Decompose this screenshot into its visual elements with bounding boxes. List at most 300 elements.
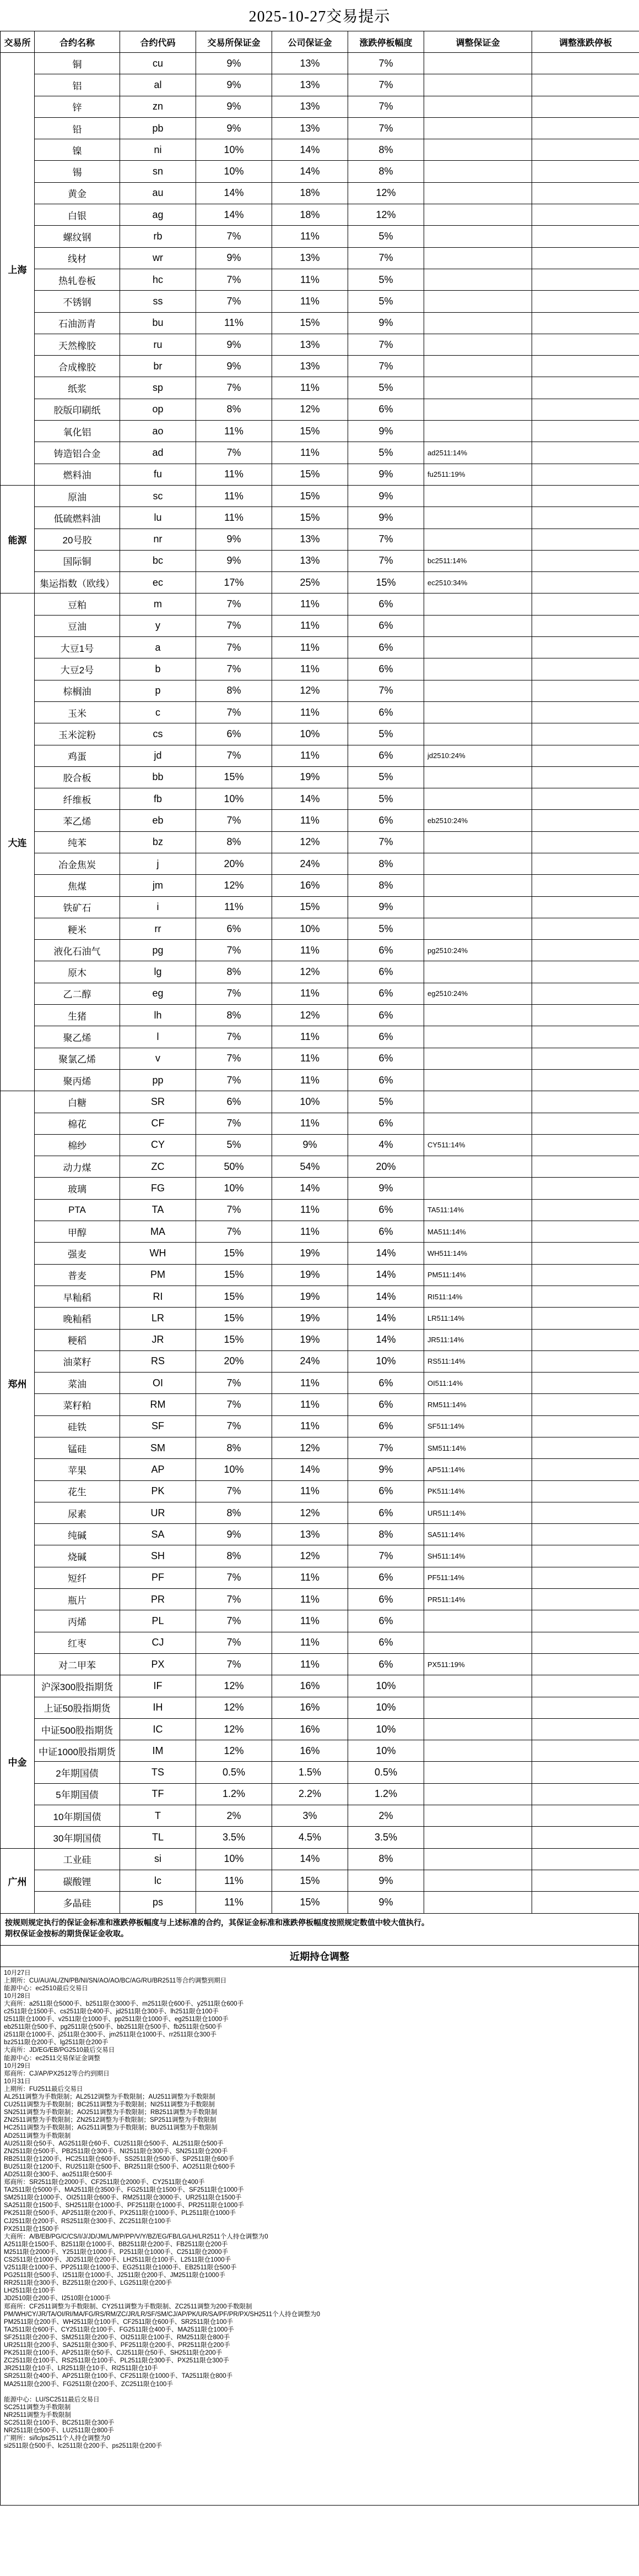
adjust-margin-cell <box>424 1827 532 1848</box>
contract-name-cell: PTA <box>35 1199 120 1221</box>
company-margin-cell: 16% <box>272 1740 348 1762</box>
exchange-margin-cell: 9% <box>196 356 272 377</box>
adjust-margin-cell <box>424 529 532 550</box>
table-row <box>1 464 639 485</box>
adjust-limit-cell <box>532 356 639 377</box>
table-row <box>1 377 639 399</box>
adjust-limit-cell <box>532 53 639 74</box>
adjust-margin-cell <box>424 896 532 918</box>
contract-name-cell: 短纤 <box>35 1567 120 1588</box>
adjust-line: SA2511限仓1500手、SH2511限仓1000手、PF2511限仓1000手、PR2511限仓1000手 <box>4 2202 244 2209</box>
exchange-margin-cell: 8% <box>196 1502 272 1523</box>
table-row <box>1 247 639 269</box>
table-row <box>1 1221 639 1243</box>
limit-cell: 6% <box>348 1373 424 1394</box>
exchange-margin-cell: 7% <box>196 701 272 723</box>
exchange-margin-cell: 7% <box>196 377 272 399</box>
table-row <box>1 1286 639 1307</box>
adjust-line: TA2511限仓5000手、MA2511限仓3500手、FG2511限仓1500手、SF2511限仓1000手 <box>4 2187 244 2194</box>
contract-code-cell: WH <box>120 1243 196 1264</box>
contract-name-cell: 胶版印刷纸 <box>35 399 120 420</box>
table-row <box>1 1502 639 1523</box>
limit-cell: 14% <box>348 1264 424 1286</box>
adjust-limit-cell <box>532 1329 639 1350</box>
limit-cell: 3.5% <box>348 1827 424 1848</box>
adjust-line: ZC2511限仓100手、RS2511限仓100手、PL2511限仓300手、PX2511限仓300手 <box>4 2357 229 2365</box>
contract-name-cell: 聚乙烯 <box>35 1026 120 1048</box>
contract-code-cell: T <box>120 1805 196 1827</box>
adjust-limit-cell <box>532 139 639 161</box>
contract-name-cell: 5年期国债 <box>35 1783 120 1805</box>
adjust-line: PX2511限仓1500手 <box>4 2225 59 2232</box>
adjust-margin-cell <box>424 269 532 290</box>
company-margin-cell: 11% <box>272 291 348 312</box>
adjust-margin-cell <box>424 1892 532 1913</box>
contract-name-cell: 国际铜 <box>35 550 120 571</box>
exchange-margin-cell: 7% <box>196 1113 272 1134</box>
limit-cell: 6% <box>348 1480 424 1502</box>
contract-name-cell: 铁矿石 <box>35 896 120 918</box>
exchange-margin-cell: 8% <box>196 831 272 853</box>
limit-cell: 7% <box>348 74 424 96</box>
adjust-line: RR2511限仓300手、BZ2511限仓200手、LG2511限仓200手 <box>4 2280 172 2287</box>
limit-cell: 9% <box>348 507 424 529</box>
adjust-line: LH2511限仓100手 <box>4 2288 56 2295</box>
company-margin-cell: 11% <box>272 1069 348 1091</box>
table-row <box>1 918 639 939</box>
contract-code-cell: br <box>120 356 196 377</box>
company-margin-cell: 13% <box>272 550 348 571</box>
table-row <box>1 1697 639 1718</box>
adjust-limit-cell <box>532 204 639 226</box>
adjust-line: CJ2511限仓200手、RS2511限仓300手、ZC2511限仓100手 <box>4 2218 171 2225</box>
contract-code-cell: SF <box>120 1415 196 1437</box>
adjust-margin-cell: ad2511:14% <box>424 442 532 464</box>
limit-cell: 7% <box>348 1437 424 1459</box>
adjust-limit-cell <box>532 334 639 355</box>
adjust-line: 能源中心：LU/SC2511最后交易日 <box>4 2396 100 2403</box>
contract-code-cell: sc <box>120 485 196 507</box>
contract-code-cell: cs <box>120 723 196 745</box>
company-margin-cell: 11% <box>272 442 348 464</box>
limit-cell: 6% <box>348 983 424 1004</box>
limit-cell: 9% <box>348 1459 424 1480</box>
exchange-margin-cell: 1.2% <box>196 1783 272 1805</box>
contract-code-cell: rb <box>120 226 196 247</box>
company-margin-cell: 14% <box>272 1848 348 1870</box>
contract-code-cell: ag <box>120 204 196 226</box>
table-row <box>1 226 639 247</box>
contract-name-cell: 线材 <box>35 247 120 269</box>
exchange-margin-cell: 11% <box>196 421 272 442</box>
contract-code-cell: v <box>120 1048 196 1069</box>
table-row <box>1 1308 639 1329</box>
contract-code-cell: ZC <box>120 1156 196 1178</box>
exchange-margin-cell: 15% <box>196 1264 272 1286</box>
contract-code-cell: lh <box>120 1005 196 1026</box>
table-row <box>1 875 639 896</box>
adjust-limit-cell <box>532 1069 639 1091</box>
contract-name-cell: 豆油 <box>35 615 120 636</box>
table-row <box>1 1091 639 1113</box>
contract-name-cell: 大豆1号 <box>35 637 120 658</box>
exchange-margin-cell: 7% <box>196 291 272 312</box>
exchange-margin-cell: 7% <box>196 1373 272 1394</box>
exchange-margin-cell: 9% <box>196 247 272 269</box>
company-margin-cell: 15% <box>272 312 348 334</box>
adjust-limit-cell <box>532 550 639 571</box>
adjust-margin-cell: PM511:14% <box>424 1264 532 1286</box>
limit-cell: 7% <box>348 550 424 571</box>
limit-cell: 9% <box>348 1870 424 1891</box>
exchange-margin-cell: 7% <box>196 1480 272 1502</box>
limit-cell: 8% <box>348 161 424 182</box>
exchange-margin-cell: 7% <box>196 226 272 247</box>
limit-cell: 6% <box>348 1048 424 1069</box>
adjust-line: JR2511限仓10手、LR2511限仓10手、RI2511限仓10手 <box>4 2365 158 2372</box>
limit-cell: 7% <box>348 96 424 117</box>
contract-code-cell: IF <box>120 1675 196 1697</box>
contract-code-cell: pb <box>120 117 196 139</box>
exchange-margin-cell: 7% <box>196 1610 272 1632</box>
adjust-margin-cell <box>424 1156 532 1178</box>
adjust-line: i2511限仓1000手、j2511限仓300手、jm2511限仓1000手、rr2511限仓300手 <box>4 2032 216 2039</box>
adjust-limit-cell <box>532 1091 639 1113</box>
company-margin-cell: 19% <box>272 1329 348 1350</box>
exchange-margin-cell: 7% <box>196 983 272 1004</box>
exchange-margin-cell: 7% <box>196 658 272 680</box>
company-margin-cell: 10% <box>272 723 348 745</box>
exchange-margin-cell: 2% <box>196 1805 272 1827</box>
adjust-line: ZN2511限仓500手、PB2511限仓300手、NI2511限仓300手、SN2511限仓200手 <box>4 2148 228 2155</box>
exchange-margin-cell: 7% <box>196 442 272 464</box>
limit-cell: 6% <box>348 1415 424 1437</box>
contract-code-cell: RI <box>120 1286 196 1307</box>
limit-cell: 6% <box>348 1199 424 1221</box>
exchange-margin-cell: 9% <box>196 334 272 355</box>
contract-name-cell: 中证500股指期货 <box>35 1718 120 1740</box>
contract-code-cell: i <box>120 896 196 918</box>
adjust-limit-cell <box>532 1264 639 1286</box>
contract-code-cell: SH <box>120 1545 196 1567</box>
company-margin-cell: 11% <box>272 593 348 615</box>
contract-code-cell: sp <box>120 377 196 399</box>
contract-code-cell: TF <box>120 1783 196 1805</box>
exchange-margin-cell: 7% <box>196 637 272 658</box>
limit-cell: 20% <box>348 1156 424 1178</box>
limit-cell: 8% <box>348 853 424 874</box>
exchange-margin-cell: 3.5% <box>196 1827 272 1848</box>
contract-code-cell: lc <box>120 1870 196 1891</box>
contract-name-cell: 白银 <box>35 204 120 226</box>
adjust-line: eb2511限仓500手、pg2511限仓500手、bb2511限仓500手、fb2511限仓500手 <box>4 2024 223 2031</box>
contract-code-cell: PF <box>120 1567 196 1588</box>
contract-name-cell: 原木 <box>35 961 120 983</box>
table-row <box>1 1567 639 1588</box>
adjust-limit-cell <box>532 269 639 290</box>
limit-cell: 6% <box>348 1113 424 1134</box>
company-margin-cell: 16% <box>272 1718 348 1740</box>
contract-code-cell: CJ <box>120 1632 196 1653</box>
adjust-line: SC2511调整为手数限制 <box>4 2404 71 2411</box>
adjust-margin-cell: eg2510:24% <box>424 983 532 1004</box>
exchange-margin-cell: 7% <box>196 1221 272 1243</box>
exchange-margin-cell: 15% <box>196 1286 272 1307</box>
adjust-limit-cell <box>532 1610 639 1632</box>
contract-name-cell: 豆粕 <box>35 593 120 615</box>
adjust-limit-cell <box>532 896 639 918</box>
adjust-margin-cell <box>424 680 532 701</box>
contract-code-cell: AP <box>120 1459 196 1480</box>
adjust-margin-cell: TA511:14% <box>424 1199 532 1221</box>
contract-code-cell: au <box>120 182 196 204</box>
exchange-margin-cell: 7% <box>196 1048 272 1069</box>
contract-code-cell: ss <box>120 291 196 312</box>
adjust-margin-cell <box>424 507 532 529</box>
adjust-line: 能源中心：ec2511交易保证金调整 <box>4 2055 100 2062</box>
table-row <box>1 117 639 139</box>
exchange-margin-cell: 15% <box>196 1308 272 1329</box>
contract-code-cell: wr <box>120 247 196 269</box>
limit-cell: 7% <box>348 117 424 139</box>
header-contract-code: 合约代码 <box>120 31 196 53</box>
adjust-limit-cell <box>532 507 639 529</box>
adjust-line: A2511限仓1500手、B2511限仓1000手、BB2511限仓200手、FB2511限仓200手 <box>4 2241 228 2248</box>
table-row <box>1 1827 639 1848</box>
adjust-margin-cell <box>424 53 532 74</box>
limit-cell: 7% <box>348 247 424 269</box>
company-margin-cell: 11% <box>272 637 348 658</box>
adjust-margin-cell: RI511:14% <box>424 1286 532 1307</box>
adjust-margin-cell: PK511:14% <box>424 1480 532 1502</box>
contract-name-cell: 硅铁 <box>35 1415 120 1437</box>
company-margin-cell: 9% <box>272 1134 348 1156</box>
adjust-margin-cell: LR511:14% <box>424 1308 532 1329</box>
contract-name-cell: 不锈钢 <box>35 291 120 312</box>
table-row <box>1 356 639 377</box>
contract-code-cell: IM <box>120 1740 196 1762</box>
exchange-margin-cell: 7% <box>196 593 272 615</box>
contract-name-cell: 锌 <box>35 96 120 117</box>
exchange-cell: 能源 <box>1 485 35 593</box>
adjust-line: M2511限仓2000手、Y2511限仓1000手、P2511限仓1000手、C2511限仓2000手 <box>4 2248 228 2256</box>
adjust-margin-cell: OI511:14% <box>424 1373 532 1394</box>
table-row <box>1 1178 639 1199</box>
adjust-limit-cell <box>532 1870 639 1891</box>
company-margin-cell: 12% <box>272 680 348 701</box>
adjust-line: 10月31日 <box>4 2078 31 2085</box>
adjust-line: BU2511限仓1200手、RU2511限仓500手、BR2511限仓500手、AO2511限仓600手 <box>4 2163 235 2170</box>
contract-code-cell: ru <box>120 334 196 355</box>
contract-name-cell: 白糖 <box>35 1091 120 1113</box>
company-margin-cell: 15% <box>272 896 348 918</box>
table-row <box>1 1243 639 1264</box>
adjust-limit-cell <box>532 1005 639 1026</box>
exchange-margin-cell: 10% <box>196 161 272 182</box>
adjust-limit-cell <box>532 940 639 961</box>
company-margin-cell: 11% <box>272 1632 348 1653</box>
adjust-margin-cell <box>424 701 532 723</box>
company-margin-cell: 13% <box>272 74 348 96</box>
contract-name-cell: 烧碱 <box>35 1545 120 1567</box>
adjust-line: 广期所：si/lc/ps2511个人持仓调整为0 <box>4 2435 110 2442</box>
adjust-limit-cell <box>532 593 639 615</box>
contract-name-cell: 棕榈油 <box>35 680 120 701</box>
company-margin-cell: 18% <box>272 182 348 204</box>
contract-code-cell: rr <box>120 918 196 939</box>
table-row <box>1 1069 639 1091</box>
table-row <box>1 853 639 874</box>
exchange-margin-cell: 8% <box>196 961 272 983</box>
table-row <box>1 1545 639 1567</box>
adjust-limit-cell <box>532 182 639 204</box>
contract-code-cell: PM <box>120 1264 196 1286</box>
table-row <box>1 1892 639 1913</box>
adjust-limit-cell <box>532 723 639 745</box>
adjust-line: PK2511限仓100手、AP2511限仓50手、CJ2511限仓50手、SH2511限仓200手 <box>4 2350 223 2357</box>
adjust-limit-cell <box>532 1480 639 1502</box>
adjust-limit-cell <box>532 983 639 1004</box>
company-margin-cell: 11% <box>272 1415 348 1437</box>
company-margin-cell: 11% <box>272 1199 348 1221</box>
exchange-margin-cell: 14% <box>196 204 272 226</box>
limit-cell: 6% <box>348 1069 424 1091</box>
limit-cell: 5% <box>348 226 424 247</box>
exchange-margin-cell: 10% <box>196 1848 272 1870</box>
adjust-margin-cell <box>424 399 532 420</box>
limit-cell: 9% <box>348 312 424 334</box>
adjust-margin-cell <box>424 1005 532 1026</box>
limit-cell: 6% <box>348 615 424 636</box>
limit-cell: 6% <box>348 1221 424 1243</box>
limit-cell: 5% <box>348 918 424 939</box>
contract-name-cell: 铅 <box>35 117 120 139</box>
exchange-margin-cell: 8% <box>196 680 272 701</box>
company-margin-cell: 13% <box>272 96 348 117</box>
table-row <box>1 1870 639 1891</box>
contract-code-cell: nr <box>120 529 196 550</box>
adjust-margin-cell <box>424 1783 532 1805</box>
contract-code-cell: lg <box>120 961 196 983</box>
table-row <box>1 442 639 464</box>
limit-cell: 14% <box>348 1243 424 1264</box>
contract-name-cell: 工业硅 <box>35 1848 120 1870</box>
limit-cell: 10% <box>348 1697 424 1718</box>
contract-name-cell: 苹果 <box>35 1459 120 1480</box>
margin-table <box>0 31 639 1914</box>
adjust-line: 大商所：A/B/EB/PG/C/CS/I/J/JD/JM/L/M/P/PP/V/Y/BZ/EG/FB/LG/LH/LR2511个人持仓调整为0 <box>4 2233 268 2240</box>
limit-cell: 6% <box>348 1610 424 1632</box>
exchange-cell: 中金 <box>1 1675 35 1848</box>
contract-code-cell: jd <box>120 745 196 766</box>
adjust-margin-cell <box>424 1740 532 1762</box>
contract-name-cell: 强麦 <box>35 1243 120 1264</box>
contract-name-cell: 粳米 <box>35 918 120 939</box>
adjust-limit-cell <box>532 1805 639 1827</box>
table-row <box>1 680 639 701</box>
contract-code-cell: CF <box>120 1113 196 1134</box>
company-margin-cell: 15% <box>272 485 348 507</box>
table-row <box>1 810 639 831</box>
exchange-margin-cell: 8% <box>196 1545 272 1567</box>
limit-cell: 1.2% <box>348 1783 424 1805</box>
adjust-line: SR2511限仓400手、AP2511限仓100手、CF2511限仓1000手、TA2511限仓800手 <box>4 2373 233 2380</box>
contract-name-cell: 低硫燃料油 <box>35 507 120 529</box>
contract-name-cell: 20号胶 <box>35 529 120 550</box>
exchange-margin-cell: 12% <box>196 875 272 896</box>
contract-name-cell: 石油沥青 <box>35 312 120 334</box>
exchange-margin-cell: 8% <box>196 399 272 420</box>
contract-code-cell: PX <box>120 1653 196 1675</box>
table-row <box>1 1848 639 1870</box>
table-row <box>1 1026 639 1048</box>
adjust-margin-cell: PX511:19% <box>424 1653 532 1675</box>
table-row <box>1 204 639 226</box>
contract-code-cell: PR <box>120 1589 196 1610</box>
company-margin-cell: 11% <box>272 377 348 399</box>
contract-name-cell: 菜油 <box>35 1373 120 1394</box>
table-row <box>1 615 639 636</box>
exchange-margin-cell: 7% <box>196 1394 272 1415</box>
contract-code-cell: ao <box>120 421 196 442</box>
company-margin-cell: 19% <box>272 1286 348 1307</box>
company-margin-cell: 13% <box>272 529 348 550</box>
exchange-margin-cell: 5% <box>196 1134 272 1156</box>
adjust-limit-cell <box>532 485 639 507</box>
limit-cell: 6% <box>348 1589 424 1610</box>
company-margin-cell: 16% <box>272 1697 348 1718</box>
limit-cell: 5% <box>348 291 424 312</box>
adjust-limit-cell <box>532 117 639 139</box>
adjust-line: ZN2511调整为手数限制；ZN2512调整为手数限制；SP2511调整为手数限制 <box>4 2117 216 2124</box>
company-margin-cell: 13% <box>272 247 348 269</box>
contract-code-cell: pg <box>120 940 196 961</box>
company-margin-cell: 11% <box>272 226 348 247</box>
contract-code-cell: PL <box>120 1610 196 1632</box>
adjust-limit-cell <box>532 529 639 550</box>
adjust-margin-cell: PF511:14% <box>424 1567 532 1588</box>
contract-code-cell: ec <box>120 572 196 593</box>
table-row <box>1 1350 639 1372</box>
limit-cell: 12% <box>348 204 424 226</box>
exchange-margin-cell: 7% <box>196 1026 272 1048</box>
contract-code-cell: al <box>120 74 196 96</box>
adjust-line: SF2511限仓200手、SM2511限仓200手、OI2511限仓100手、RM2511限仓800手 <box>4 2334 230 2341</box>
contract-code-cell: jm <box>120 875 196 896</box>
contract-name-cell: 棉花 <box>35 1113 120 1134</box>
adjust-limit-cell <box>532 788 639 810</box>
contract-code-cell: SA <box>120 1524 196 1545</box>
adjust-limit-cell <box>532 1589 639 1610</box>
company-margin-cell: 15% <box>272 1892 348 1913</box>
table-row <box>1 1199 639 1221</box>
company-margin-cell: 24% <box>272 1350 348 1372</box>
header-contract-name: 合约名称 <box>35 31 120 53</box>
exchange-margin-cell: 10% <box>196 1459 272 1480</box>
contract-name-cell: 乙二醇 <box>35 983 120 1004</box>
exchange-margin-cell: 7% <box>196 269 272 290</box>
contract-name-cell: 玻璃 <box>35 1178 120 1199</box>
contract-code-cell: SR <box>120 1091 196 1113</box>
adjust-limit-cell <box>532 1545 639 1567</box>
header-adjust-limit: 调整涨跌停板 <box>532 31 639 53</box>
contract-name-cell: 菜籽粕 <box>35 1394 120 1415</box>
adjust-margin-cell <box>424 766 532 788</box>
adjust-margin-cell: WH511:14% <box>424 1243 532 1264</box>
adjust-margin-cell <box>424 139 532 161</box>
adjust-margin-cell <box>424 1026 532 1048</box>
adjust-limit-cell <box>532 1632 639 1653</box>
